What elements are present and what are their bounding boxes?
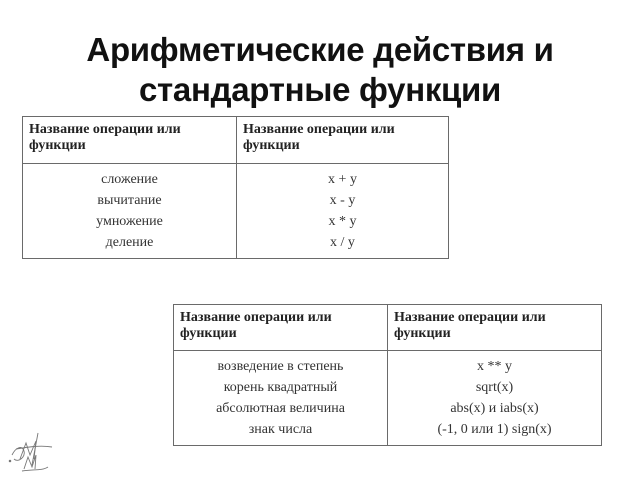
function-name: возведение в степень	[217, 359, 344, 374]
column-header-operation: Название операции или функции	[174, 305, 388, 351]
column-header-expression: Название операции или функции	[237, 117, 449, 164]
operation-expressions-cell	[237, 164, 449, 259]
operation-name: сложение	[101, 172, 158, 187]
table-header-row	[23, 117, 449, 164]
table-row	[174, 351, 602, 446]
monogram-signature-icon	[2, 425, 62, 475]
operation-expression: x - y	[329, 193, 356, 208]
operation-expression: x + y	[328, 172, 357, 187]
function-name: абсолютная величина	[216, 401, 345, 416]
function-names-cell	[174, 351, 388, 446]
title-line-1: Арифметические действия и	[86, 31, 554, 68]
table-row	[23, 164, 449, 259]
function-expression: abs(x) и iabs(x)	[450, 401, 539, 416]
table-header-row	[174, 305, 602, 351]
operation-names-cell	[23, 164, 237, 259]
slide-title	[0, 30, 640, 110]
operation-expression: x * y	[328, 214, 357, 229]
function-expressions-cell	[388, 351, 602, 446]
title-line-2: стандартные функции	[138, 71, 502, 108]
function-expression: (-1, 0 или 1) sign(x)	[437, 422, 552, 437]
standard-functions-table	[173, 304, 602, 446]
operation-name: деление	[105, 235, 154, 250]
function-expression: sqrt(x)	[475, 380, 514, 395]
column-header-expression: Название операции или функции	[388, 305, 602, 351]
function-name: корень квадратный	[223, 380, 338, 395]
arithmetic-operations-table	[22, 116, 449, 259]
operation-expression: x / y	[330, 235, 355, 250]
column-header-operation: Название операции или функции	[23, 117, 237, 164]
operation-name: умножение	[96, 214, 163, 229]
function-name: знак числа	[248, 422, 313, 437]
operation-name: вычитание	[97, 193, 162, 208]
function-expression: x ** y	[477, 359, 512, 374]
